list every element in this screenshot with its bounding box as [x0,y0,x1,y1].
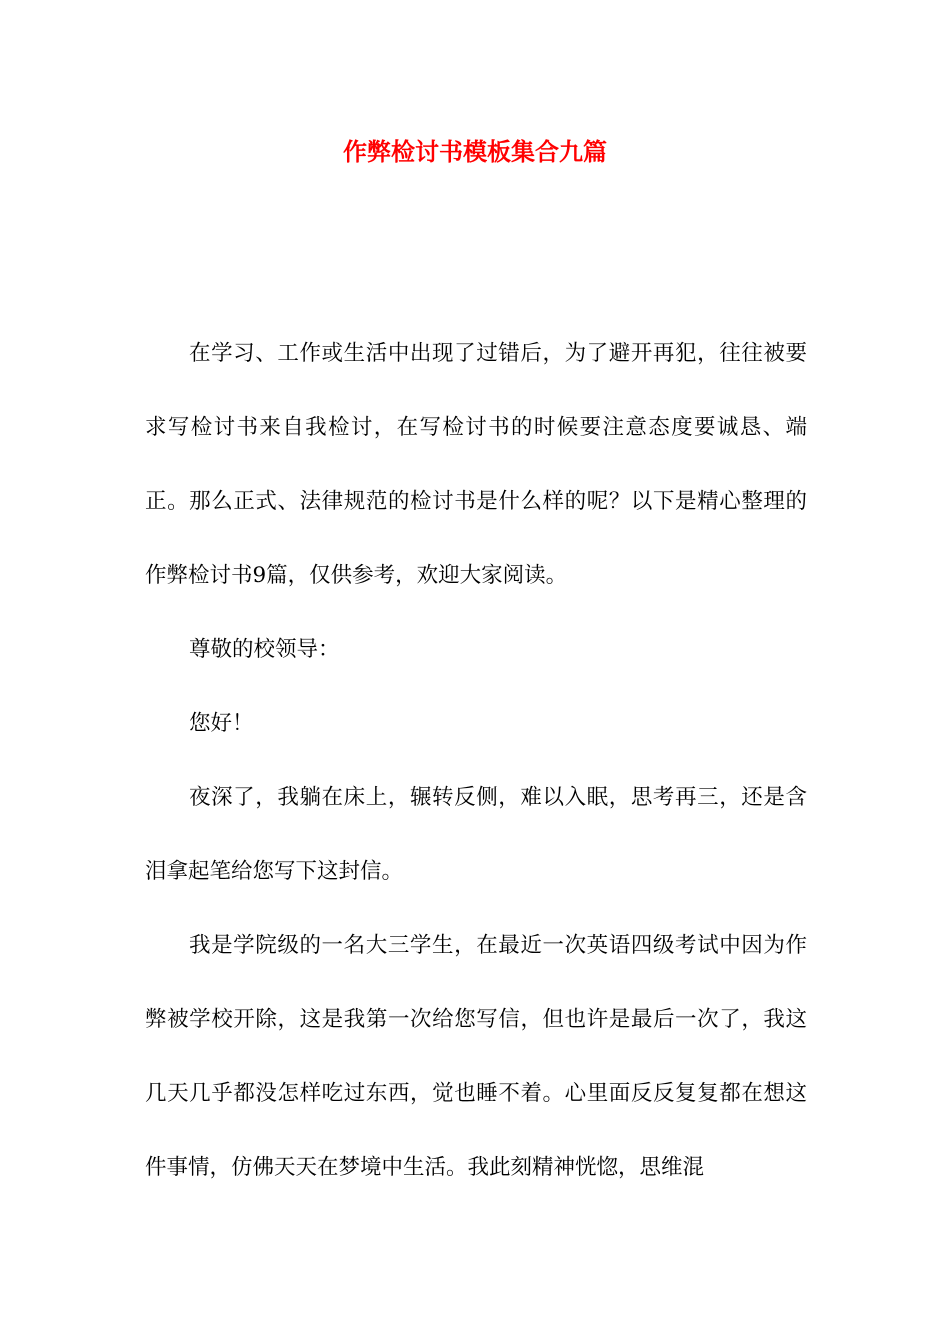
paragraph-greeting: 您好！ [189,711,254,736]
document-title: 作弊检讨书模板集合九篇 [343,137,607,166]
paragraph-body-2: 我是学院级的一名大三学生，在最近一次英语四级考试中因为作弊被学校开除，这是我第一次给您写信，但也许是最后一次了，我这几天几乎都没怎样吃过东西，觉也睡不着。心里面反反复复都在想这件事情，仿佛天天在梦境中生活。我此刻精神恍惚，思维混 [145,933,807,1180]
document-body [145,317,807,1205]
paragraph-intro: 在学习、工作或生活中出现了过错后，为了避开再犯，往往被要求写检讨书来自我检讨，在写检讨书的时候要注意态度要诚恳、端正。那么正式、法律规范的检讨书是什么样的呢？以下是精心整理的作弊检讨书9篇，仅供参考，欢迎大家阅读。 [145,341,807,588]
paragraph-salutation: 尊敬的校领导： [189,637,340,662]
paragraph-body-1: 夜深了，我躺在床上，辗转反侧，难以入眠，思考再三，还是含泪拿起笔给您写下这封信。 [145,785,807,884]
